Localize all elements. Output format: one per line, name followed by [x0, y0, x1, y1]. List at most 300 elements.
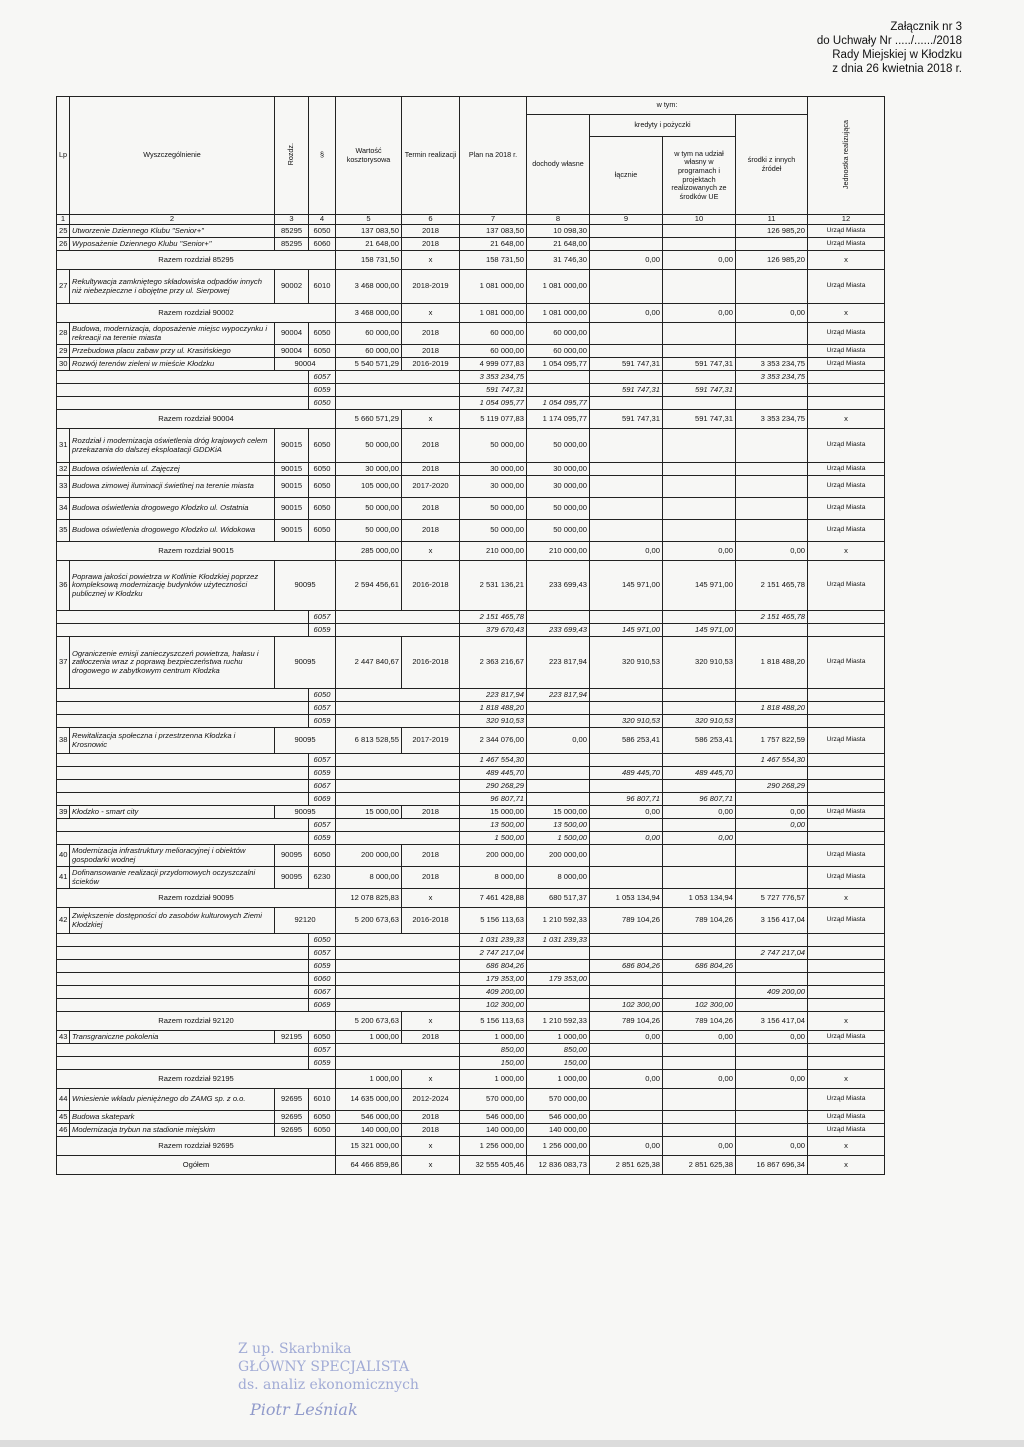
row-name: Budowa oświetlenia drogowego Kłodzko ul. Widokowa — [70, 520, 275, 542]
row-plan: 409 200,00 — [460, 986, 527, 999]
row-wartosc: 2 594 456,61 — [336, 561, 402, 611]
column-number-3: 3 — [275, 215, 309, 225]
row-termin: 2018 — [402, 429, 460, 463]
row-paragraf: 6057 — [309, 611, 336, 624]
row-udzial — [663, 1089, 736, 1111]
row-paragraf: 6050 — [309, 845, 336, 867]
row-udzial: 0,00 — [663, 1137, 736, 1156]
row-blank — [57, 960, 309, 973]
row-rozdzial: 90015 — [275, 498, 309, 520]
row-lacznie: 0,00 — [590, 832, 663, 845]
row-lp: 25 — [57, 225, 70, 238]
row-plan: 1 081 000,00 — [460, 304, 527, 323]
column-number-7: 7 — [460, 215, 527, 225]
row-plan: 60 000,00 — [460, 323, 527, 345]
col-plan: Plan na 2018 r. — [460, 97, 527, 215]
col-jednostka: Jednostka realizująca — [808, 97, 885, 215]
row-termin: x — [402, 889, 460, 908]
row-udzial — [663, 520, 736, 542]
row-lacznie — [590, 1057, 663, 1070]
row-udzial: 489 445,70 — [663, 767, 736, 780]
row-paragraf: 6059 — [309, 624, 336, 637]
row-srodki — [736, 1111, 808, 1124]
row-wartosc: 5 660 571,29 — [336, 410, 402, 429]
table-row — [57, 498, 885, 520]
row-paragraf: 6057 — [309, 754, 336, 767]
row-udzial — [663, 463, 736, 476]
row-paragraf: 6059 — [309, 832, 336, 845]
scan-edge — [0, 1440, 1024, 1447]
row-jednostka — [808, 767, 885, 780]
row-lacznie — [590, 345, 663, 358]
table-row — [57, 934, 885, 947]
row-udzial: 0,00 — [663, 304, 736, 323]
row-plan: 591 747,31 — [460, 384, 527, 397]
row-paragraf: 6050 — [309, 1111, 336, 1124]
row-jednostka: Urząd Miasta — [808, 845, 885, 867]
row-blank — [336, 384, 460, 397]
row-blank — [57, 702, 309, 715]
row-paragraf: 6050 — [309, 934, 336, 947]
row-lacznie — [590, 225, 663, 238]
signature: Piotr Leśniak — [250, 1400, 358, 1419]
row-srodki — [736, 973, 808, 986]
row-name: Transgraniczne pokolenia — [70, 1031, 275, 1044]
row-lacznie: 591 747,31 — [590, 358, 663, 371]
row-paragraf: 6050 — [309, 429, 336, 463]
row-udzial: 320 910,53 — [663, 637, 736, 689]
row-lacznie: 0,00 — [590, 542, 663, 561]
row-paragraf: 6059 — [309, 960, 336, 973]
row-blank — [57, 754, 309, 767]
row-lp: 33 — [57, 476, 70, 498]
row-plan: 223 817,94 — [460, 689, 527, 702]
row-lp: 32 — [57, 463, 70, 476]
row-rozdzial: 90095 — [275, 867, 309, 889]
row-plan: 2 747 217,04 — [460, 947, 527, 960]
row-srodki: 1 467 554,30 — [736, 754, 808, 767]
row-lp: 42 — [57, 908, 70, 934]
row-plan: 5 156 113,63 — [460, 1012, 527, 1031]
row-paragraf: 6057 — [309, 819, 336, 832]
row-udzial: 96 807,71 — [663, 793, 736, 806]
row-jednostka — [808, 715, 885, 728]
row-srodki — [736, 624, 808, 637]
column-number-2: 2 — [70, 215, 275, 225]
row-plan: 50 000,00 — [460, 429, 527, 463]
row-termin: x — [402, 410, 460, 429]
row-srodki: 2 151 465,78 — [736, 561, 808, 611]
table-row — [57, 397, 885, 410]
row-termin: x — [402, 1012, 460, 1031]
table-row — [57, 1124, 885, 1137]
row-srodki: 1 818 488,20 — [736, 702, 808, 715]
row-termin: 2018 — [402, 1124, 460, 1137]
row-sum-label: Razem rozdział 85295 — [57, 251, 336, 270]
row-name: Zwiększenie dostępności do zasobów kulturowych Ziemi Kłodzkiej — [70, 908, 275, 934]
row-paragraf: 6059 — [309, 715, 336, 728]
row-udzial — [663, 845, 736, 867]
row-srodki: 3 353 234,75 — [736, 371, 808, 384]
row-dochody — [527, 371, 590, 384]
row-plan: 1 031 239,33 — [460, 934, 527, 947]
row-wartosc: 64 466 859,86 — [336, 1156, 402, 1175]
row-srodki: 0,00 — [736, 819, 808, 832]
col-rozdzial: Rozdz. — [275, 97, 309, 215]
row-lp: 39 — [57, 806, 70, 819]
table-row — [57, 270, 885, 304]
table-row — [57, 754, 885, 767]
row-plan: 3 353 234,75 — [460, 371, 527, 384]
row-name: Poprawa jakości powietrza w Kotlinie Kłodzkiej poprzez kompleksową modernizację budynków użyteczności publicznej w Kłodzku — [70, 561, 275, 611]
row-jednostka — [808, 1057, 885, 1070]
table-row — [57, 225, 885, 238]
row-srodki — [736, 845, 808, 867]
row-lacznie — [590, 780, 663, 793]
row-rozdzial: 92195 — [275, 1031, 309, 1044]
row-paragraf: 6050 — [309, 1031, 336, 1044]
row-dochody: 0,00 — [527, 728, 590, 754]
table-row — [57, 973, 885, 986]
table-row — [57, 358, 885, 371]
table-row — [57, 1070, 885, 1089]
row-jednostka: Urząd Miasta — [808, 323, 885, 345]
row-termin: 2018 — [402, 323, 460, 345]
row-dochody: 1 500,00 — [527, 832, 590, 845]
row-plan: 210 000,00 — [460, 542, 527, 561]
row-name: Dofinansowanie realizacji przydomowych oczyszczalni ścieków — [70, 867, 275, 889]
row-lacznie: 102 300,00 — [590, 999, 663, 1012]
row-paragraf: 6050 — [309, 689, 336, 702]
row-wartosc: 3 468 000,00 — [336, 270, 402, 304]
row-lacznie — [590, 1044, 663, 1057]
row-blank — [57, 934, 309, 947]
row-wartosc: 60 000,00 — [336, 323, 402, 345]
row-jednostka: x — [808, 304, 885, 323]
row-name: Budowa skatepark — [70, 1111, 275, 1124]
row-wartosc: 140 000,00 — [336, 1124, 402, 1137]
row-jednostka: Urząd Miasta — [808, 1124, 885, 1137]
table-row — [57, 889, 885, 908]
row-plan: 8 000,00 — [460, 867, 527, 889]
row-name: Budowa oświetlenia ul. Zajęczej — [70, 463, 275, 476]
row-blank — [336, 973, 460, 986]
row-srodki: 3 156 417,04 — [736, 908, 808, 934]
row-udzial — [663, 498, 736, 520]
row-jednostka: x — [808, 1156, 885, 1175]
row-jednostka — [808, 934, 885, 947]
col-srodki: środki z innych źródeł — [736, 115, 808, 215]
row-jednostka — [808, 793, 885, 806]
row-rozdzial: 90015 — [275, 463, 309, 476]
col-wyszczegolnienie: Wyszczególnienie — [70, 97, 275, 215]
row-rozdzial: 90095 — [275, 845, 309, 867]
row-lacznie — [590, 973, 663, 986]
row-dochody — [527, 715, 590, 728]
row-plan: 379 670,43 — [460, 624, 527, 637]
row-lp: 28 — [57, 323, 70, 345]
resolution-date: z dnia 26 kwietnia 2018 r. — [832, 63, 962, 75]
row-srodki — [736, 476, 808, 498]
row-wartosc: 546 000,00 — [336, 1111, 402, 1124]
row-plan: 1 081 000,00 — [460, 270, 527, 304]
table-row — [57, 345, 885, 358]
row-lp: 46 — [57, 1124, 70, 1137]
row-srodki — [736, 463, 808, 476]
row-plan: 5 119 077,83 — [460, 410, 527, 429]
row-wartosc: 137 083,50 — [336, 225, 402, 238]
row-srodki — [736, 960, 808, 973]
row-termin: 2018 — [402, 498, 460, 520]
row-dochody: 179 353,00 — [527, 973, 590, 986]
row-paragraf: 6050 — [309, 323, 336, 345]
row-jednostka: Urząd Miasta — [808, 908, 885, 934]
row-srodki: 3 156 417,04 — [736, 1012, 808, 1031]
row-jednostka: Urząd Miasta — [808, 358, 885, 371]
row-plan: 30 000,00 — [460, 476, 527, 498]
row-jednostka — [808, 384, 885, 397]
row-name: Ograniczenie emisji zanieczyszczeń powietrza, hałasu i zatłoczenia wraz z poprawą bezpieczeństwa ruchu drogowego w zabytkowym centrum Kłodzka — [70, 637, 275, 689]
row-paragraf: 6010 — [309, 270, 336, 304]
row-blank — [336, 371, 460, 384]
row-lacznie — [590, 371, 663, 384]
row-plan: 96 807,71 — [460, 793, 527, 806]
row-wartosc: 158 731,50 — [336, 251, 402, 270]
row-jednostka: x — [808, 1012, 885, 1031]
row-termin: 2018 — [402, 225, 460, 238]
row-blank — [57, 767, 309, 780]
table-row — [57, 1089, 885, 1111]
row-plan: 2 151 465,78 — [460, 611, 527, 624]
row-blank — [57, 780, 309, 793]
row-rozdzial: 92695 — [275, 1089, 309, 1111]
row-lacznie: 0,00 — [590, 304, 663, 323]
row-srodki — [736, 1124, 808, 1137]
row-termin: 2017-2020 — [402, 476, 460, 498]
row-wartosc: 2 447 840,67 — [336, 637, 402, 689]
table-row — [57, 986, 885, 999]
row-udzial — [663, 702, 736, 715]
row-jednostka: x — [808, 251, 885, 270]
row-termin: 2018 — [402, 1031, 460, 1044]
row-termin: 2018 — [402, 238, 460, 251]
col-paragraf: § — [309, 97, 336, 215]
row-paragraf: 6230 — [309, 867, 336, 889]
row-srodki: 126 985,20 — [736, 251, 808, 270]
row-lp: 38 — [57, 728, 70, 754]
row-lacznie — [590, 845, 663, 867]
row-udzial — [663, 611, 736, 624]
row-jednostka: x — [808, 410, 885, 429]
row-lacznie — [590, 611, 663, 624]
row-plan: 7 461 428,88 — [460, 889, 527, 908]
row-dochody: 546 000,00 — [527, 1111, 590, 1124]
row-blank — [57, 397, 309, 410]
column-number-4: 4 — [309, 215, 336, 225]
row-plan: 546 000,00 — [460, 1111, 527, 1124]
row-termin: 2018 — [402, 806, 460, 819]
row-udzial: 591 747,31 — [663, 358, 736, 371]
row-paragraf: 6060 — [309, 973, 336, 986]
row-lacznie: 789 104,26 — [590, 908, 663, 934]
row-blank — [57, 1057, 309, 1070]
table-row — [57, 867, 885, 889]
row-blank — [336, 1057, 460, 1070]
row-jednostka — [808, 611, 885, 624]
row-srodki — [736, 793, 808, 806]
row-termin: 2016-2019 — [402, 358, 460, 371]
row-blank — [336, 934, 460, 947]
row-plan: 686 804,26 — [460, 960, 527, 973]
row-blank — [57, 384, 309, 397]
row-lacznie: 489 445,70 — [590, 767, 663, 780]
row-blank — [336, 767, 460, 780]
row-rozdzial: 85295 — [275, 225, 309, 238]
row-srodki: 1 818 488,20 — [736, 637, 808, 689]
row-lacznie: 145 971,00 — [590, 624, 663, 637]
row-blank — [57, 947, 309, 960]
column-number-10: 10 — [663, 215, 736, 225]
row-jednostka: Urząd Miasta — [808, 476, 885, 498]
row-rozdzial: 90004 — [275, 358, 336, 371]
row-srodki — [736, 832, 808, 845]
row-srodki — [736, 429, 808, 463]
table-row — [57, 1044, 885, 1057]
row-srodki — [736, 1089, 808, 1111]
row-paragraf: 6067 — [309, 780, 336, 793]
row-rozdzial: 90015 — [275, 476, 309, 498]
row-wartosc: 285 000,00 — [336, 542, 402, 561]
column-number-1: 1 — [57, 215, 70, 225]
stamp-line-1: Z up. Skarbnika — [238, 1341, 352, 1357]
row-udzial — [663, 947, 736, 960]
row-sum-label: Razem rozdział 90004 — [57, 410, 336, 429]
row-dochody — [527, 947, 590, 960]
row-plan: 1 818 488,20 — [460, 702, 527, 715]
row-jednostka — [808, 819, 885, 832]
row-lacznie — [590, 986, 663, 999]
table-header — [57, 97, 885, 225]
row-srodki — [736, 238, 808, 251]
row-termin: 2018 — [402, 867, 460, 889]
row-paragraf: 6069 — [309, 999, 336, 1012]
row-plan: 50 000,00 — [460, 498, 527, 520]
row-lacznie: 145 971,00 — [590, 561, 663, 611]
table-row — [57, 542, 885, 561]
row-wartosc: 60 000,00 — [336, 345, 402, 358]
table-row — [57, 793, 885, 806]
column-number-8: 8 — [527, 215, 590, 225]
row-dochody — [527, 960, 590, 973]
row-sum-label: Razem rozdział 92195 — [57, 1070, 336, 1089]
row-blank — [336, 780, 460, 793]
row-lacznie: 591 747,31 — [590, 410, 663, 429]
table-row — [57, 806, 885, 819]
table-row — [57, 715, 885, 728]
table-row — [57, 410, 885, 429]
row-dochody: 30 000,00 — [527, 476, 590, 498]
row-lacznie — [590, 397, 663, 410]
row-lacznie — [590, 689, 663, 702]
row-lacznie — [590, 463, 663, 476]
row-srodki: 0,00 — [736, 542, 808, 561]
row-dochody: 1 081 000,00 — [527, 304, 590, 323]
row-lp: 36 — [57, 561, 70, 611]
table-row — [57, 1031, 885, 1044]
row-dochody — [527, 611, 590, 624]
row-rozdzial: 90015 — [275, 520, 309, 542]
column-number-9: 9 — [590, 215, 663, 225]
row-jednostka: Urząd Miasta — [808, 1089, 885, 1111]
row-udzial: 0,00 — [663, 1031, 736, 1044]
row-blank — [57, 986, 309, 999]
row-udzial: 0,00 — [663, 832, 736, 845]
row-wartosc: 3 468 000,00 — [336, 304, 402, 323]
row-dochody: 210 000,00 — [527, 542, 590, 561]
row-name: Wyposażenie Dziennego Klubu "Senior+" — [70, 238, 275, 251]
row-udzial — [663, 345, 736, 358]
row-dochody: 1 031 239,33 — [527, 934, 590, 947]
row-jednostka: Urząd Miasta — [808, 270, 885, 304]
row-paragraf: 6050 — [309, 345, 336, 358]
row-dochody: 1 081 000,00 — [527, 270, 590, 304]
row-blank — [57, 973, 309, 986]
row-dochody: 21 648,00 — [527, 238, 590, 251]
column-number-5: 5 — [336, 215, 402, 225]
row-paragraf: 6069 — [309, 793, 336, 806]
row-dochody: 1 174 095,77 — [527, 410, 590, 429]
row-plan: 13 500,00 — [460, 819, 527, 832]
row-wartosc: 200 000,00 — [336, 845, 402, 867]
row-sum-label: Razem rozdział 92120 — [57, 1012, 336, 1031]
row-blank — [57, 689, 309, 702]
row-jednostka: x — [808, 542, 885, 561]
row-plan: 4 999 077,83 — [460, 358, 527, 371]
row-plan: 60 000,00 — [460, 345, 527, 358]
row-lacznie: 0,00 — [590, 251, 663, 270]
row-srodki — [736, 520, 808, 542]
row-plan: 1 000,00 — [460, 1070, 527, 1089]
row-rozdzial: 92695 — [275, 1111, 309, 1124]
row-rozdzial: 90095 — [275, 728, 336, 754]
row-paragraf: 6057 — [309, 1044, 336, 1057]
row-termin: 2018 — [402, 1111, 460, 1124]
row-srodki: 5 727 776,57 — [736, 889, 808, 908]
column-number-row — [57, 215, 885, 225]
row-udzial: 2 851 625,38 — [663, 1156, 736, 1175]
row-name: Rozdział i modernizacja oświetlenia dróg krajowych celem przekazania do dalszej eksploatacji GDDKiA — [70, 429, 275, 463]
row-dochody: 1 000,00 — [527, 1031, 590, 1044]
row-udzial: 789 104,26 — [663, 1012, 736, 1031]
row-dochody: 10 098,30 — [527, 225, 590, 238]
row-srodki — [736, 715, 808, 728]
attachment-number: Załącznik nr 3 — [890, 21, 962, 33]
row-lacznie — [590, 754, 663, 767]
row-wartosc: 15 321 000,00 — [336, 1137, 402, 1156]
row-rozdzial: 90015 — [275, 429, 309, 463]
row-blank — [57, 793, 309, 806]
row-rozdzial: 90095 — [275, 637, 336, 689]
table-row — [57, 728, 885, 754]
row-srodki: 1 757 822,59 — [736, 728, 808, 754]
row-dochody: 1 210 592,33 — [527, 1012, 590, 1031]
row-name: Modernizacja infrastruktury melioracyjnej i obiektów gospodarki wodnej — [70, 845, 275, 867]
row-udzial — [663, 371, 736, 384]
table-row — [57, 463, 885, 476]
row-name: Wniesienie wkładu pieniężnego do ZAMG sp. z o.o. — [70, 1089, 275, 1111]
row-udzial — [663, 1044, 736, 1057]
row-jednostka: Urząd Miasta — [808, 238, 885, 251]
